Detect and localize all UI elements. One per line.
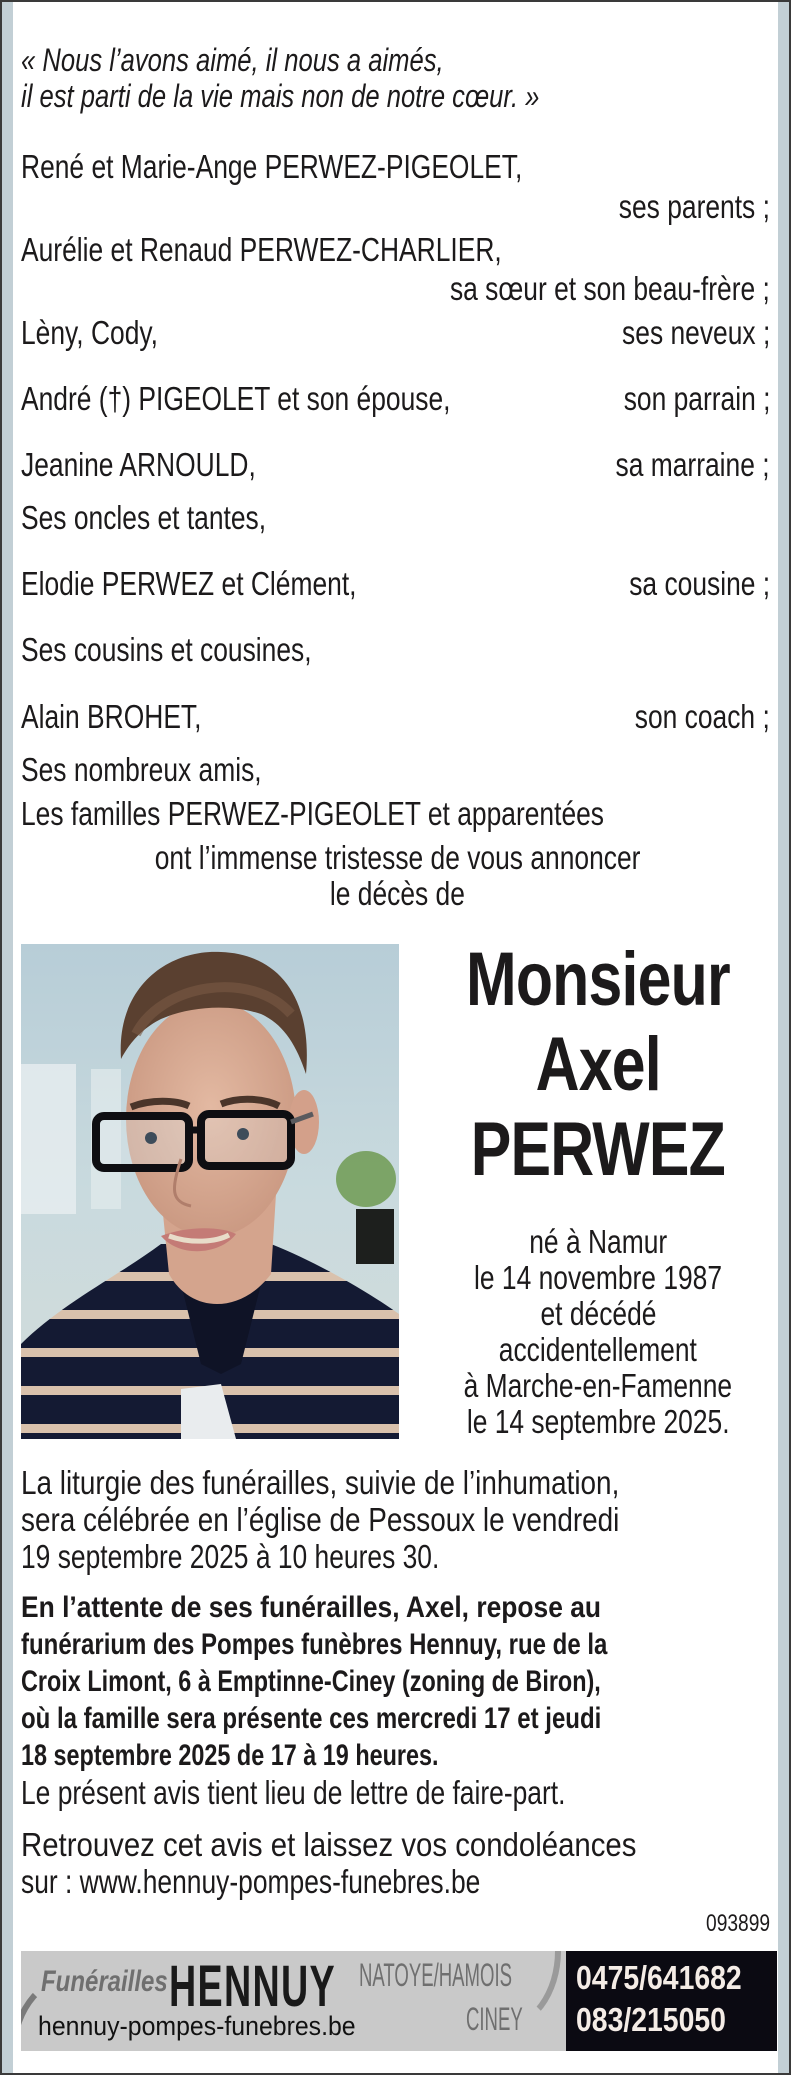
family-name: Ses oncles et tantes,	[21, 499, 267, 536]
banner-city: CINEY	[466, 2001, 523, 2037]
bio-line: à Marche-en-Famenne	[463, 1367, 733, 1404]
bio-line: le 14 novembre 1987	[473, 1259, 723, 1296]
deceased-photo	[21, 944, 399, 1439]
deceased-name-heading	[422, 937, 774, 1192]
paragraph-line: Retrouvez cet avis et laissez vos condoléances	[21, 1826, 637, 1863]
family-name: Jeanine ARNOULD,	[21, 446, 256, 483]
paragraph-line: Croix Limont, 6 à Emptinne-Ciney (zoning de Biron),	[21, 1665, 601, 1698]
bio-line: accidentellement	[498, 1331, 698, 1368]
condolences-link[interactable]: sur : www.hennuy-pompes-funebres.be	[21, 1863, 481, 1900]
honorific: Monsieur	[466, 937, 730, 1022]
left-margin-strip	[2, 2, 13, 2073]
first-name: Axel	[535, 1022, 661, 1107]
family-name: Aurélie et Renaud PERWEZ-CHARLIER,	[21, 231, 502, 268]
paragraph-line: où la famille sera présente ces mercredi 17 et jeudi	[21, 1702, 602, 1735]
paragraph-line: En l’attente de ses funérailles, Axel, repose au	[21, 1591, 602, 1624]
paragraph-line: 18 septembre 2025 de 17 à 19 heures.	[21, 1739, 439, 1772]
family-name: Elodie PERWEZ et Clément,	[21, 565, 357, 602]
banner-locations: NATOYE/HAMOIS	[359, 1957, 512, 1993]
family-name: Ses cousins et cousines,	[21, 631, 312, 668]
banner-gray-panel	[21, 1951, 566, 2051]
epigraph-line: il est parti de la vie mais non de notre cœur. »	[21, 78, 540, 114]
family-relation: son parrain ;	[623, 380, 770, 417]
paragraph-line: La liturgie des funérailles, suivie de l’inhumation,	[21, 1464, 620, 1501]
paragraph-line: 19 septembre 2025 à 10 heures 30.	[21, 1538, 440, 1575]
paragraph-line: sera célébrée en l’église de Pessoux le vendredi	[21, 1501, 620, 1538]
family-name: Ses nombreux amis,	[21, 751, 262, 788]
bio-line: né à Namur	[529, 1223, 667, 1260]
banner-label: Funérailles	[41, 1965, 168, 1998]
epigraph-line: « Nous l’avons aimé, il nous a aimés,	[21, 42, 444, 78]
deceased-bio	[422, 1224, 774, 1440]
paragraph-line: funérarium des Pompes funèbres Hennuy, rue de la	[21, 1628, 608, 1661]
banner-website-link[interactable]: hennuy-pompes-funebres.be	[38, 2011, 356, 2041]
portrait-illustration	[21, 944, 399, 1439]
reference-number: 093899	[705, 1910, 770, 1937]
family-name: René et Marie-Ange PERWEZ-PIGEOLET,	[21, 148, 523, 185]
visitation-paragraph	[21, 1589, 774, 1774]
condolences-paragraph	[21, 1826, 774, 1900]
family-relation: son coach ;	[634, 698, 770, 735]
funeral-home-banner	[21, 1951, 777, 2051]
brand-logo: HENNUY	[169, 1954, 336, 2019]
liturgy-paragraph	[21, 1464, 774, 1575]
family-name: André (†) PIGEOLET et son épouse,	[21, 380, 451, 417]
notice-text: Le présent avis tient lieu de lettre de faire-part.	[21, 1774, 566, 1811]
phone-number-mobile[interactable]: 0475/641682	[576, 1959, 742, 1996]
last-name: PERWEZ	[470, 1107, 726, 1192]
family-name: Lèny, Cody,	[21, 314, 158, 351]
family-name: Les familles PERWEZ-PIGEOLET et apparentées	[21, 795, 605, 832]
bio-line: et décédé	[540, 1295, 656, 1332]
phone-number-landline[interactable]: 083/215050	[576, 2001, 726, 2038]
right-margin-strip	[778, 2, 789, 2073]
announcement-line: ont l’immense tristesse de vous annoncer	[154, 839, 641, 876]
announcement-line: le décès de	[329, 875, 466, 912]
bio-line: le 14 septembre 2025.	[466, 1403, 730, 1440]
family-relation: ses parents ;	[618, 188, 770, 225]
family-relation: ses neveux ;	[621, 314, 770, 351]
family-relation: sa sœur et son beau-frère ;	[450, 270, 770, 307]
family-relation: sa marraine ;	[615, 446, 770, 483]
epigraph-quote	[21, 42, 669, 114]
family-relation: sa cousine ;	[629, 565, 770, 602]
family-name: Alain BROHET,	[21, 698, 202, 735]
banner-phone-panel	[566, 1951, 777, 2051]
